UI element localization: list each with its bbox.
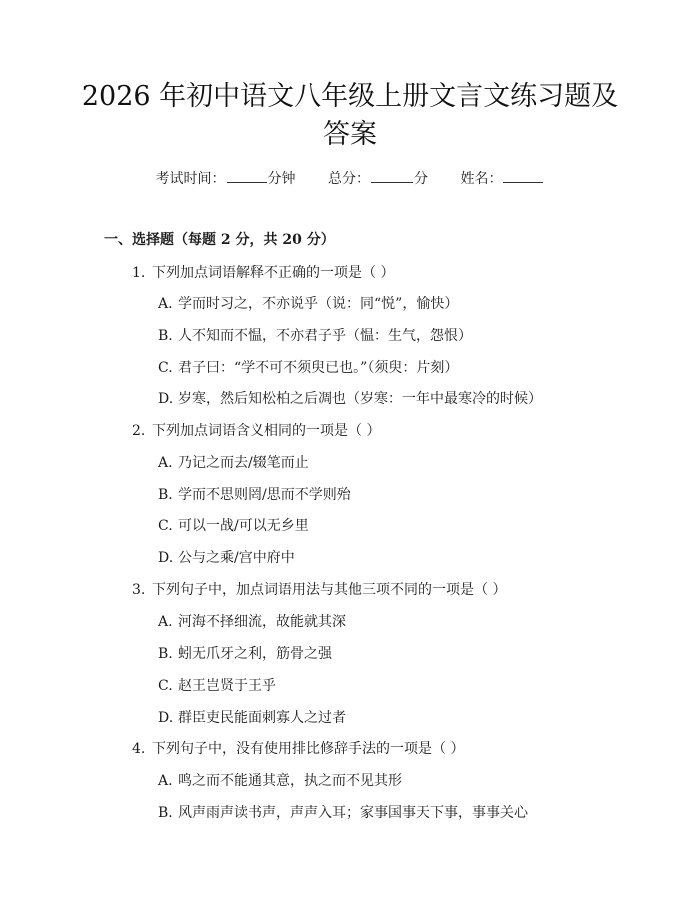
option-text: 蚓无爪牙之利，筋骨之强 — [178, 646, 332, 662]
option-text: 学而时习之，不亦说乎（说：同“悦”，愉快） — [178, 296, 459, 312]
option-text: 人不知而不愠，不亦君子乎（愠：生气，怨恨） — [178, 328, 472, 344]
student-name-label: 姓名： — [460, 171, 503, 187]
title-line-1: 2026 年初中语文八年级上册文言文练习题及 — [81, 81, 619, 112]
question-number: 1. — [132, 265, 146, 281]
option-letter: B. — [158, 328, 173, 344]
option-letter: D. — [158, 550, 174, 566]
option-3b — [158, 643, 332, 663]
question-1 — [132, 262, 394, 282]
option-letter: B. — [158, 805, 173, 821]
option-1a — [158, 293, 458, 313]
option-text: 君子曰：“学不可不须臾已也。”（须臾：片刻） — [178, 360, 459, 376]
total-score-unit: 分 — [414, 171, 428, 187]
option-3a — [158, 611, 346, 631]
question-text: 下列加点词语含义相同的一项是（ ） — [152, 423, 381, 439]
option-3d — [158, 707, 346, 727]
option-letter: A. — [158, 296, 173, 312]
option-letter: B. — [158, 487, 173, 503]
option-1b — [158, 325, 472, 345]
option-letter: A. — [158, 614, 173, 630]
section-title: 一、选择题（每题 2 分，共 20 分） — [104, 232, 335, 248]
exam-time-unit: 分钟 — [267, 171, 296, 187]
question-3 — [132, 579, 506, 599]
exam-time-blank — [227, 168, 267, 183]
option-4a — [158, 770, 402, 790]
title-line-2: 答案 — [323, 119, 377, 150]
option-text: 公与之乘/宫中府中 — [178, 550, 295, 566]
question-text: 下列句子中，没有使用排比修辞手法的一项是（ ） — [152, 741, 465, 757]
option-letter: C. — [158, 518, 173, 534]
option-2c — [158, 515, 309, 535]
option-text: 乃记之而去/辍笔而止 — [178, 455, 309, 471]
exam-time-field — [156, 168, 296, 188]
option-1c — [158, 357, 458, 377]
question-4 — [132, 738, 464, 758]
question-2 — [132, 420, 380, 440]
option-letter: A. — [158, 455, 173, 471]
option-text: 学而不思则罔/思而不学则殆 — [178, 487, 351, 503]
option-text: 河海不择细流，故能就其深 — [178, 614, 346, 630]
question-number: 4. — [132, 741, 146, 757]
question-text: 下列加点词语解释不正确的一项是（ ） — [152, 265, 395, 281]
document-title — [60, 78, 640, 154]
total-score-blank — [371, 168, 413, 183]
option-text: 风声雨声读书声，声声入耳；家事国事天下事，事事关心 — [178, 805, 528, 821]
option-text: 岁寒，然后知松柏之后凋也（岁寒：一年中最寒冷的时候） — [178, 391, 542, 407]
option-1d — [158, 388, 542, 408]
option-text: 鸣之而不能通其意，执之而不见其形 — [178, 773, 402, 789]
total-score-field — [328, 168, 428, 188]
exam-info-line — [0, 168, 700, 188]
option-2b — [158, 484, 351, 504]
option-letter: A. — [158, 773, 173, 789]
total-score-label: 总分： — [328, 171, 370, 187]
option-letter: D. — [158, 391, 174, 407]
student-name-blank — [503, 168, 543, 183]
question-text: 下列句子中，加点词语用法与其他三项不同的一项是（ ） — [152, 582, 507, 598]
exam-time-label: 考试时间： — [155, 171, 226, 187]
student-name-field — [460, 168, 544, 188]
option-2d — [158, 547, 295, 567]
option-3c — [158, 675, 276, 695]
question-number: 3. — [132, 582, 146, 598]
option-4b — [158, 802, 528, 822]
option-text: 群臣吏民能面刺寡人之过者 — [178, 710, 346, 726]
option-letter: C. — [158, 678, 173, 694]
option-letter: D. — [158, 710, 174, 726]
option-letter: B. — [158, 646, 173, 662]
option-text: 可以一战/可以无乡里 — [178, 518, 309, 534]
question-number: 2. — [132, 423, 146, 439]
option-2a — [158, 452, 309, 472]
option-text: 赵王岂贤于王乎 — [178, 678, 276, 694]
option-letter: C. — [158, 360, 173, 376]
